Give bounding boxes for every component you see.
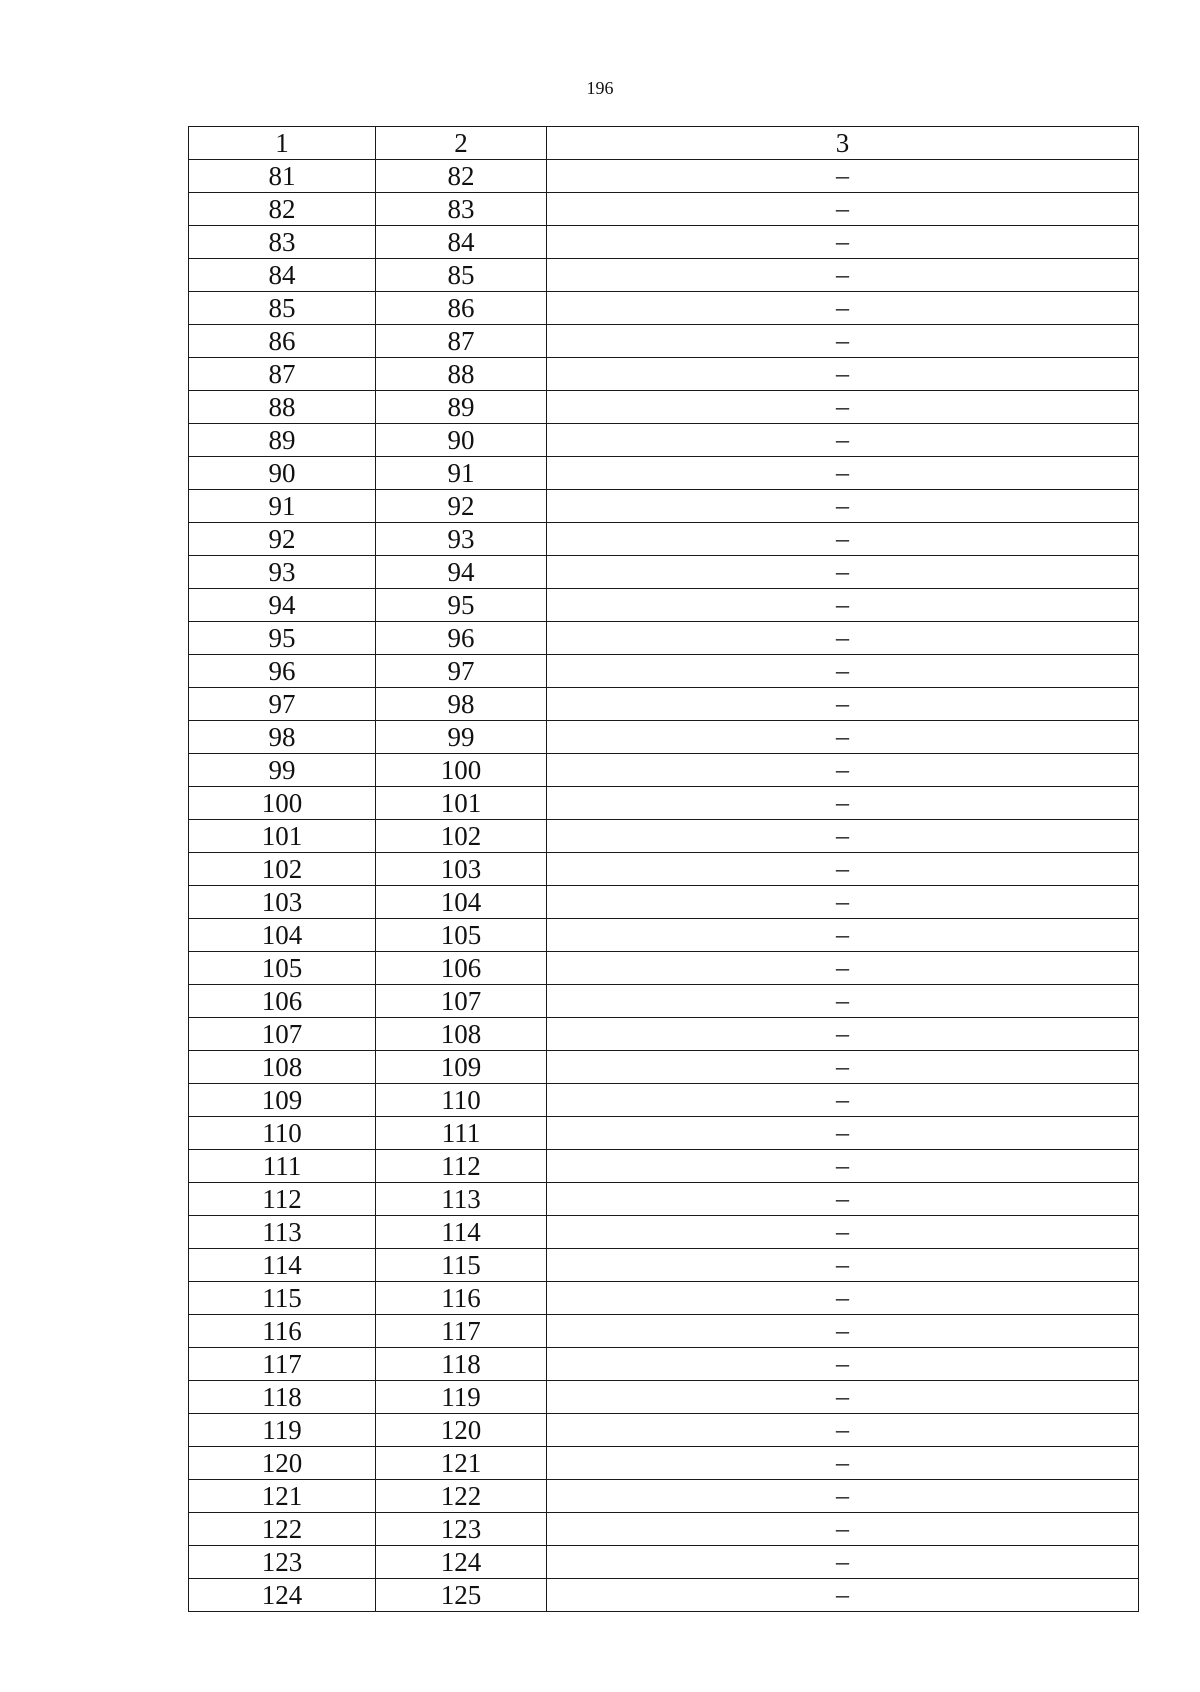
table-cell-col-2: 99: [376, 721, 547, 754]
table-row: [189, 556, 1139, 589]
table-cell-col-2: 123: [376, 1513, 547, 1546]
table-cell-col-3: –: [547, 1282, 1139, 1315]
table-cell-col-1: 84: [189, 259, 376, 292]
table-cell-col-3: –: [547, 688, 1139, 721]
table-cell-col-3: –: [547, 589, 1139, 622]
table-cell-col-3: –: [547, 1150, 1139, 1183]
table-row: [189, 985, 1139, 1018]
table-row: [189, 424, 1139, 457]
table-cell-col-3: –: [547, 1447, 1139, 1480]
table-cell-col-1: 104: [189, 919, 376, 952]
table-cell-col-1: 119: [189, 1414, 376, 1447]
table-cell-col-1: 120: [189, 1447, 376, 1480]
table-cell-col-1: 108: [189, 1051, 376, 1084]
table-row: [189, 853, 1139, 886]
table-cell-col-3: –: [547, 754, 1139, 787]
table-cell-col-3: –: [547, 1546, 1139, 1579]
table-cell-col-3: –: [547, 622, 1139, 655]
table-cell-col-3: –: [547, 292, 1139, 325]
table-cell-col-1: 97: [189, 688, 376, 721]
table-row: [189, 1480, 1139, 1513]
table-cell-col-2: 110: [376, 1084, 547, 1117]
table-row: [189, 721, 1139, 754]
table-cell-col-1: 107: [189, 1018, 376, 1051]
table-cell-col-1: 112: [189, 1183, 376, 1216]
table-cell-col-1: 87: [189, 358, 376, 391]
table-cell-col-2: 107: [376, 985, 547, 1018]
table-cell-col-3: –: [547, 787, 1139, 820]
table-row: [189, 1117, 1139, 1150]
table-cell-col-3: –: [547, 919, 1139, 952]
table-cell-col-3: –: [547, 1249, 1139, 1282]
table-cell-col-2: 108: [376, 1018, 547, 1051]
table-cell-col-3: –: [547, 259, 1139, 292]
table-cell-col-2: 90: [376, 424, 547, 457]
table-cell-col-1: 113: [189, 1216, 376, 1249]
table-cell-col-1: 114: [189, 1249, 376, 1282]
table-cell-col-1: 85: [189, 292, 376, 325]
table-row: [189, 325, 1139, 358]
table-cell-col-2: 102: [376, 820, 547, 853]
table-cell-col-2: 91: [376, 457, 547, 490]
table-cell-col-2: 95: [376, 589, 547, 622]
table-cell-col-1: 102: [189, 853, 376, 886]
table-cell-col-3: –: [547, 424, 1139, 457]
table-cell-col-3: –: [547, 1513, 1139, 1546]
table-cell-col-2: 84: [376, 226, 547, 259]
table-row: [189, 589, 1139, 622]
table-cell-col-1: 90: [189, 457, 376, 490]
column-header-1: 1: [189, 127, 376, 160]
table-cell-col-3: –: [547, 325, 1139, 358]
table-cell-col-2: 96: [376, 622, 547, 655]
table-cell-col-3: –: [547, 1084, 1139, 1117]
table-cell-col-3: –: [547, 1480, 1139, 1513]
table-row: [189, 655, 1139, 688]
table-cell-col-2: 119: [376, 1381, 547, 1414]
table-cell-col-2: 125: [376, 1579, 547, 1612]
table-cell-col-1: 121: [189, 1480, 376, 1513]
table-cell-col-2: 88: [376, 358, 547, 391]
table-cell-col-3: –: [547, 1579, 1139, 1612]
table-cell-col-2: 113: [376, 1183, 547, 1216]
table-cell-col-2: 97: [376, 655, 547, 688]
table-cell-col-3: –: [547, 556, 1139, 589]
table-row: [189, 226, 1139, 259]
table-cell-col-2: 118: [376, 1348, 547, 1381]
table-row: [189, 787, 1139, 820]
table-cell-col-1: 93: [189, 556, 376, 589]
table-cell-col-2: 120: [376, 1414, 547, 1447]
table-cell-col-3: –: [547, 1183, 1139, 1216]
table-row: [189, 1348, 1139, 1381]
table-cell-col-1: 99: [189, 754, 376, 787]
table-cell-col-1: 123: [189, 1546, 376, 1579]
table-row: [189, 1315, 1139, 1348]
table-cell-col-3: –: [547, 391, 1139, 424]
table-cell-col-1: 116: [189, 1315, 376, 1348]
table-cell-col-1: 82: [189, 193, 376, 226]
table-row: [189, 1546, 1139, 1579]
table-cell-col-3: –: [547, 1051, 1139, 1084]
data-table: [188, 126, 1139, 1612]
table-cell-col-3: –: [547, 853, 1139, 886]
table-cell-col-3: –: [547, 820, 1139, 853]
table-cell-col-2: 106: [376, 952, 547, 985]
table-row: [189, 1018, 1139, 1051]
table-cell-col-3: –: [547, 1414, 1139, 1447]
table-row: [189, 754, 1139, 787]
table-cell-col-1: 118: [189, 1381, 376, 1414]
table-cell-col-2: 114: [376, 1216, 547, 1249]
table-cell-col-2: 124: [376, 1546, 547, 1579]
table-cell-col-3: –: [547, 1018, 1139, 1051]
table-row: [189, 1051, 1139, 1084]
table-cell-col-2: 109: [376, 1051, 547, 1084]
table-cell-col-1: 81: [189, 160, 376, 193]
table-cell-col-1: 83: [189, 226, 376, 259]
table-cell-col-3: –: [547, 655, 1139, 688]
table-cell-col-2: 105: [376, 919, 547, 952]
table-cell-col-1: 86: [189, 325, 376, 358]
table-cell-col-2: 94: [376, 556, 547, 589]
table-row: [189, 1150, 1139, 1183]
table-row: [189, 1216, 1139, 1249]
table-row: [189, 952, 1139, 985]
table-row: [189, 292, 1139, 325]
table-cell-col-1: 94: [189, 589, 376, 622]
table-row: [189, 160, 1139, 193]
table-cell-col-2: 116: [376, 1282, 547, 1315]
table-row: [189, 1381, 1139, 1414]
table-cell-col-3: –: [547, 490, 1139, 523]
table-cell-col-1: 89: [189, 424, 376, 457]
table-row: [189, 358, 1139, 391]
table-row: [189, 688, 1139, 721]
table-row: [189, 457, 1139, 490]
table-cell-col-1: 111: [189, 1150, 376, 1183]
table-cell-col-2: 122: [376, 1480, 547, 1513]
table-cell-col-3: –: [547, 1216, 1139, 1249]
table-cell-col-1: 124: [189, 1579, 376, 1612]
table-cell-col-3: –: [547, 985, 1139, 1018]
table-cell-col-2: 87: [376, 325, 547, 358]
table-cell-col-3: –: [547, 160, 1139, 193]
table-row: [189, 820, 1139, 853]
table-cell-col-3: –: [547, 1117, 1139, 1150]
table-cell-col-1: 115: [189, 1282, 376, 1315]
table-body: [189, 160, 1139, 1612]
table-cell-col-1: 110: [189, 1117, 376, 1150]
header-row: [189, 127, 1139, 160]
table-cell-col-3: –: [547, 193, 1139, 226]
table-cell-col-2: 121: [376, 1447, 547, 1480]
table-cell-col-2: 89: [376, 391, 547, 424]
table-cell-col-3: –: [547, 952, 1139, 985]
table-cell-col-3: –: [547, 721, 1139, 754]
table-cell-col-1: 106: [189, 985, 376, 1018]
table-cell-col-2: 82: [376, 160, 547, 193]
table-row: [189, 490, 1139, 523]
table-cell-col-2: 92: [376, 490, 547, 523]
table-cell-col-3: –: [547, 226, 1139, 259]
table-cell-col-2: 93: [376, 523, 547, 556]
table-row: [189, 1579, 1139, 1612]
column-header-2: 2: [376, 127, 547, 160]
table-cell-col-2: 100: [376, 754, 547, 787]
table-cell-col-2: 86: [376, 292, 547, 325]
table-cell-col-2: 83: [376, 193, 547, 226]
table-row: [189, 919, 1139, 952]
table-cell-col-2: 115: [376, 1249, 547, 1282]
page-number: 196: [586, 78, 614, 98]
table-cell-col-2: 103: [376, 853, 547, 886]
table-cell-col-3: –: [547, 886, 1139, 919]
table-cell-col-2: 98: [376, 688, 547, 721]
table-cell-col-2: 117: [376, 1315, 547, 1348]
table-row: [189, 886, 1139, 919]
table-cell-col-1: 91: [189, 490, 376, 523]
table-cell-col-1: 92: [189, 523, 376, 556]
table-cell-col-1: 96: [189, 655, 376, 688]
table-row: [189, 523, 1139, 556]
table-cell-col-2: 112: [376, 1150, 547, 1183]
table-cell-col-3: –: [547, 457, 1139, 490]
table-cell-col-1: 105: [189, 952, 376, 985]
table-cell-col-1: 117: [189, 1348, 376, 1381]
table-row: [189, 1414, 1139, 1447]
table-cell-col-1: 122: [189, 1513, 376, 1546]
column-header-3: 3: [547, 127, 1139, 160]
table-cell-col-1: 109: [189, 1084, 376, 1117]
table-header: [189, 127, 1139, 160]
table-cell-col-1: 100: [189, 787, 376, 820]
table-row: [189, 1513, 1139, 1546]
table-cell-col-1: 101: [189, 820, 376, 853]
table-row: [189, 1084, 1139, 1117]
table-cell-col-2: 104: [376, 886, 547, 919]
table-row: [189, 391, 1139, 424]
table-cell-col-3: –: [547, 358, 1139, 391]
table-row: [189, 1447, 1139, 1480]
table-cell-col-1: 98: [189, 721, 376, 754]
table-cell-col-1: 88: [189, 391, 376, 424]
table-row: [189, 259, 1139, 292]
table-cell-col-1: 103: [189, 886, 376, 919]
table-row: [189, 1249, 1139, 1282]
table-cell-col-3: –: [547, 1315, 1139, 1348]
table-cell-col-1: 95: [189, 622, 376, 655]
table-cell-col-2: 111: [376, 1117, 547, 1150]
table-cell-col-3: –: [547, 1348, 1139, 1381]
table-cell-col-2: 85: [376, 259, 547, 292]
table-row: [189, 622, 1139, 655]
table-cell-col-3: –: [547, 1381, 1139, 1414]
table-row: [189, 1183, 1139, 1216]
table-row: [189, 1282, 1139, 1315]
table-cell-col-2: 101: [376, 787, 547, 820]
table-cell-col-3: –: [547, 523, 1139, 556]
table-row: [189, 193, 1139, 226]
